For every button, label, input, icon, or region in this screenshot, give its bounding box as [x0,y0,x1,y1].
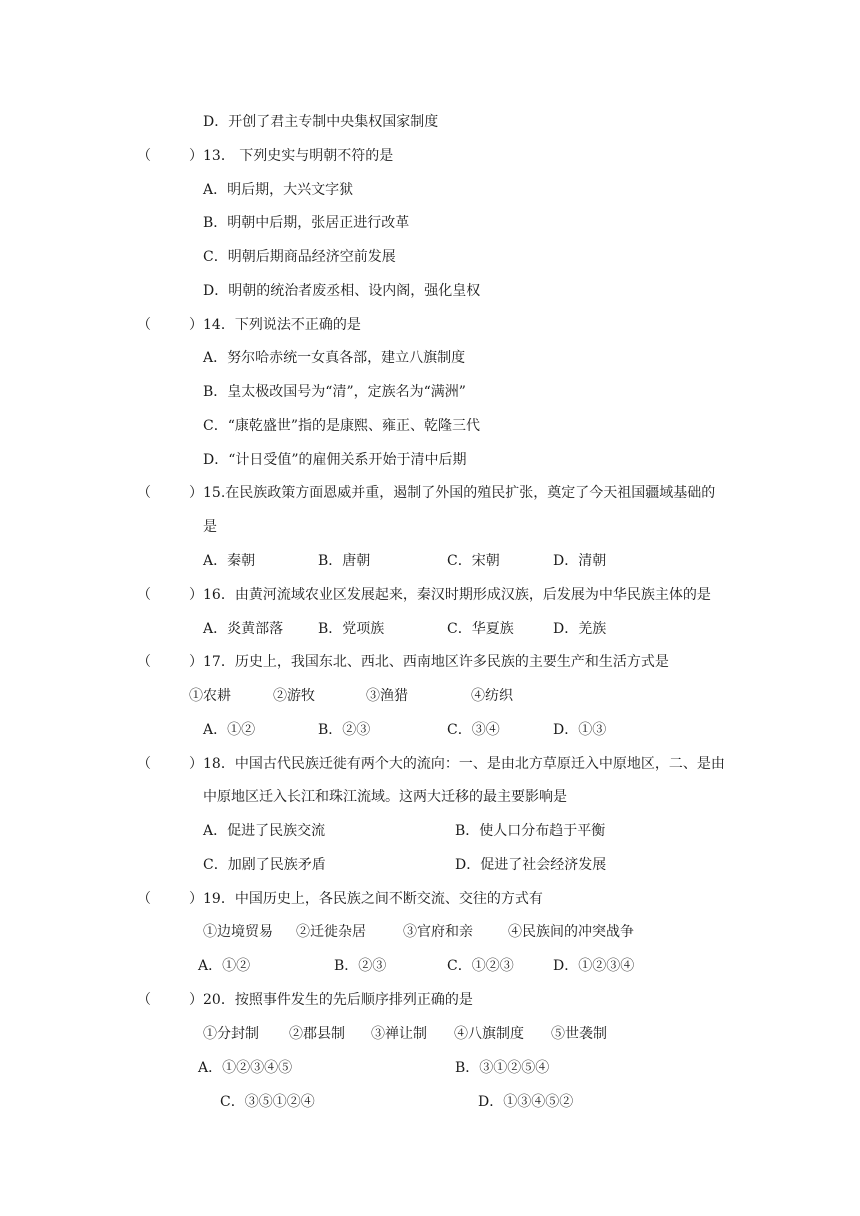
q15-option-a: A．秦朝 [203,553,256,569]
answer-paren-close: ） [189,992,203,1008]
q18-option-c: C．加剧了民族矛盾 [203,857,326,873]
q20-option-b: B．③①②⑤④ [455,1060,550,1076]
answer-paren-close: ） [189,891,203,907]
q14-option-d: D．“计日受值”的雇佣关系开始于清中后期 [203,452,467,468]
answer-paren-open: （ [137,148,151,164]
question-text: 中国古代民族迁徙有两个大的流向：一、是由北方草原迁入中原地区，二、是由 [234,756,725,772]
answer-paren-close: ） [189,654,203,670]
question-number: 13． [203,148,235,164]
question-number: 19． [203,891,235,907]
q19-item-1: ①边境贸易 [203,924,273,940]
question-text: 中国历史上，各民族之间不断交流、交往的方式有 [234,891,543,907]
question-text: 下列史实与明朝不符的是 [234,148,394,164]
question-number: 20． [203,992,235,1008]
q18-option-a: A．促进了民族交流 [203,823,326,839]
question-18-stem-continued: 中原地区迁入长江和珠江流域。这两大迁移的最主要影响是 [203,789,567,805]
q17-option-c: C．③④ [447,722,500,738]
question-19-stem [137,889,543,909]
q19-item-3: ③官府和亲 [403,924,473,940]
q18-option-d: D．促进了社会经济发展 [455,857,607,873]
q13-option-d: D．明朝的统治者废丞相、设内阁，强化皇权 [203,283,481,299]
q19-item-4: ④民族间的冲突战争 [508,924,634,940]
q13-option-b: B．明朝中后期，张居正进行改革 [203,215,410,231]
q17-item-1: ①农耕 [189,688,231,704]
question-number: 14． [203,317,235,333]
question-text: 按照事件发生的先后顺序排列正确的是 [234,992,473,1008]
q20-item-2: ②郡县制 [289,1026,345,1042]
question-text: 历史上，我国东北、西北、西南地区许多民族的主要生产和生活方式是 [234,654,669,670]
q17-option-a: A．①② [203,722,256,738]
q15-option-b: B．唐朝 [318,553,371,569]
question-15-stem-continued: 是 [203,519,217,535]
answer-paren-close: ） [189,756,203,772]
q17-item-4: ④纺织 [471,688,513,704]
q15-option-d: D．清朝 [553,553,607,569]
question-20-stem [137,990,473,1010]
q20-option-a: A．①②③④⑤ [198,1060,293,1076]
q19-option-c: C．①②③ [447,958,514,974]
q16-option-b: B．党项族 [318,621,385,637]
answer-paren-open: （ [137,756,151,772]
q19-option-d: D．①②③④ [553,958,635,974]
q20-item-4: ④八旗制度 [454,1026,524,1042]
q20-item-5: ⑤世袭制 [551,1026,607,1042]
q13-option-c: C．明朝后期商品经济空前发展 [203,249,396,265]
q15-option-c: C．宋朝 [447,553,500,569]
q20-item-1: ①分封制 [203,1026,259,1042]
q19-item-2: ②迁徙杂居 [296,924,366,940]
q13-option-a: A．明后期，大兴文字狱 [203,182,354,198]
q19-option-b: B．②③ [334,958,387,974]
q17-item-3: ③渔猎 [366,688,408,704]
q17-option-d: D．①③ [553,722,607,738]
q16-option-a: A．炎黄部落 [203,621,284,637]
question-13-stem [137,146,393,166]
answer-paren-open: （ [137,317,151,333]
q14-option-c: C．“康乾盛世”指的是康熙、雍正、乾隆三代 [203,418,481,434]
question-text: 在民族政策方面恩威并重，遏制了外国的殖民扩张，奠定了今天祖国疆域基础的 [225,485,716,501]
answer-paren-open: （ [137,485,151,501]
answer-paren-close: ） [189,587,203,603]
question-text: 下列说法不正确的是 [234,317,361,333]
question-number: 17． [203,654,235,670]
question-number: 18． [203,756,235,772]
q12-option-d: D．开创了君主专制中央集权国家制度 [203,114,439,130]
answer-paren-open: （ [137,587,151,603]
q17-option-b: B．②③ [318,722,371,738]
q19-option-a: A．①② [198,958,251,974]
question-18-stem [137,754,725,774]
q17-item-2: ②游牧 [273,688,315,704]
question-16-stem [137,585,711,605]
answer-paren-open: （ [137,654,151,670]
question-17-stem [137,652,669,672]
q14-option-a: A．努尔哈赤统一女真各部，建立八旗制度 [203,350,466,366]
answer-paren-open: （ [137,891,151,907]
answer-paren-close: ） [189,148,203,164]
answer-paren-close: ） [189,485,203,501]
question-14-stem [137,315,361,335]
q16-option-c: C．华夏族 [447,621,514,637]
q20-option-d: D．①③④⑤② [478,1094,574,1110]
question-15-stem [137,483,715,503]
q20-item-3: ③禅让制 [371,1026,427,1042]
question-text: 由黄河流域农业区发展起来，秦汉时期形成汉族，后发展为中华民族主体的是 [234,587,711,603]
question-number: 16． [203,587,235,603]
question-number: 15. [203,485,226,501]
q14-option-b: B．皇太极改国号为“清”，定族名为“满洲” [203,384,466,400]
answer-paren-open: （ [137,992,151,1008]
answer-paren-close: ） [189,317,203,333]
q18-option-b: B．使人口分布趋于平衡 [455,823,606,839]
q20-option-c: C．③⑤①②④ [220,1094,315,1110]
q16-option-d: D．羌族 [553,621,607,637]
